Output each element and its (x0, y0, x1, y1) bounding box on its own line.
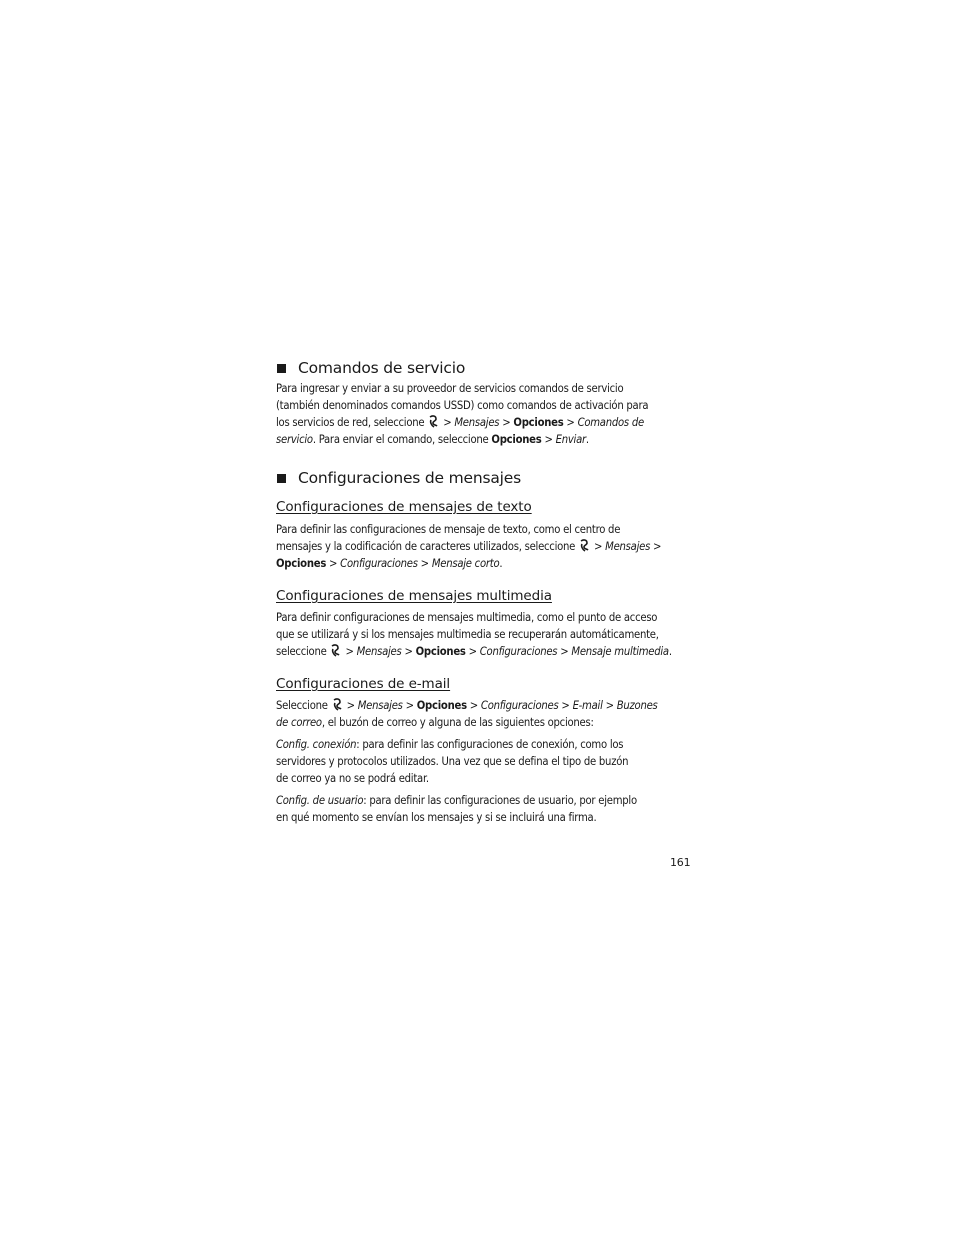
paragraph-comandos: Para ingresar y enviar a su proveedor de servicios comandos de servicio (también denominados comandos USSD) como comandos de activación para los servicios de red, seleccione > Mensajes > Opciones > Comandos de servicio. Para enviar el comando, seleccione Opciones > Enviar. (276, 382, 649, 446)
menu-key-icon (330, 644, 341, 657)
page-content (276, 357, 690, 826)
menu-key-icon (332, 698, 343, 711)
subsection-title-email: Configuraciones de e-mail (276, 676, 451, 692)
square-bullet-icon (277, 474, 286, 483)
menu-key-icon (428, 415, 439, 428)
paragraph-email: Seleccione > Mensajes > Opciones > Configuraciones > E-mail > Buzones de correo, el buzón de correo y alguna de las siguientes opciones: (276, 699, 658, 729)
paragraph-multimedia: Para definir configuraciones de mensajes multimedia, como el punto de acceso que se utilizará y si los mensajes multimedia se recuperarán automáticamente, seleccione > Mensajes > Opciones > Configuraciones > Mensaje multimedia. (276, 611, 672, 658)
paragraph-config-usuario: Config. de usuario: para definir las configuraciones de usuario, por ejemplo en qué momento se envían los mensajes y si se incluirá una firma. (276, 794, 637, 824)
subsection-title-texto: Configuraciones de mensajes de texto (276, 499, 532, 515)
paragraph-texto: Para definir las configuraciones de mensaje de texto, como el centro de mensajes y la codificación de caracteres utilizados, seleccione > Mensajes > Opciones > Configuraciones > Mensaje corto. (276, 523, 662, 570)
square-bullet-icon (277, 364, 286, 373)
paragraph-config-conexion: Config. conexión: para definir las configuraciones de conexión, como los servidores y protocolos utilizados. Una vez que se defina el tipo de buzón de correo ya no se podrá editar. (276, 738, 629, 785)
page-number: 161 (670, 856, 691, 869)
subsection-title-multimedia: Configuraciones de mensajes multimedia (276, 588, 552, 604)
menu-key-icon (579, 539, 590, 552)
section-title-comandos: Comandos de servicio (276, 357, 690, 379)
section-title-configuraciones: Configuraciones de mensajes (276, 467, 690, 489)
